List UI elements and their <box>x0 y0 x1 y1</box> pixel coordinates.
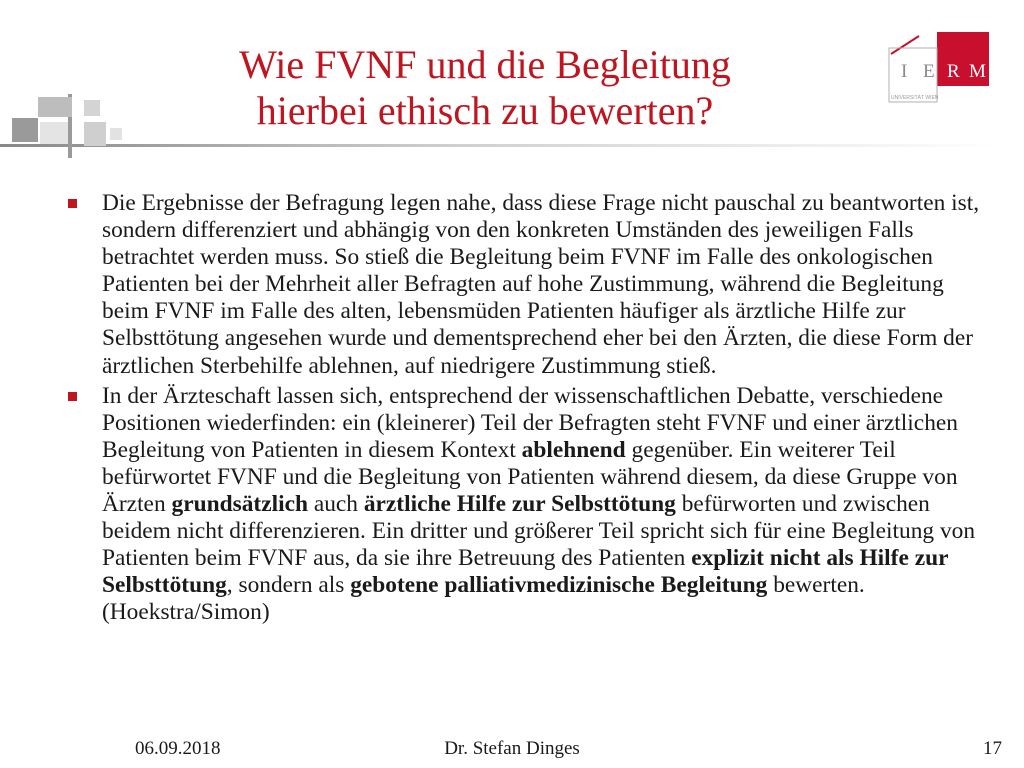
text-segment: bewerten. (Hoekstra/Simon) <box>102 572 865 626</box>
bullet-text-1 <box>102 190 979 379</box>
text-segment: In der Ärzteschaft lassen sich, entsprechend der wissenschaftlichen Debatte, verschiedene Positionen wiederfinden: ein (kleinerer) Teil der Befragten steht FVNF und einer ärztlichen Begleitung von Patienten in diesem Kontext <box>102 382 958 463</box>
bold-text-segment: gebotene palliativmedizinische Begleitung <box>350 572 768 599</box>
logo-subtext: UNIVERSITÄT WIEN <box>891 95 939 101</box>
bullet-item-1 <box>60 190 980 380</box>
logo-letter-i: I <box>901 61 908 82</box>
bullet-item-2 <box>60 383 980 627</box>
logo-letter-m: M <box>969 61 986 82</box>
text-segment: auch <box>307 491 364 518</box>
bold-text-segment: grundsätzlich <box>171 491 308 518</box>
bold-text-segment: ablehnend <box>521 436 626 463</box>
slide-content <box>60 190 980 630</box>
bullet-square-icon <box>68 392 77 401</box>
text-segment: befürworten und zwischen beidem nicht differenzieren. Ein dritter und größerer Teil spricht sich für eine Begleitung von Patienten beim FVNF aus, da sie ihre Betreuung des Patienten <box>102 491 976 572</box>
text-segment: gegenüber. Ein weiterer Teil befürwortet FVNF und die Begleitung von Patienten während diesem, da diese Gruppe von Ärzten <box>102 436 958 518</box>
bullet-text-2 <box>102 383 975 626</box>
text-segment: Die Ergebnisse der Befragung legen nahe, dass diese Frage nicht pauschal zu beantworten ist, sondern differenziert und abhängig von den konkreten Umständen des jeweiligen Falls betrachtet werden muss. So stieß die Begleitung beim FVNF im Falle des onkologischen Patienten bei der Mehrheit aller Befragten auf hohe Zustimmung, während die Begleitung beim FVNF im Falle des alten, lebensmüden Patienten häufiger als ärztliche Hilfe zur Selbsttötung angesehen wurde und dementsprechend eher bei den Ärzten, die diese Form der ärztlichen Sterbehilfe ablehnen, auf niedrigere Zustimmung stieß. <box>102 190 980 379</box>
ierm-logo <box>887 30 989 104</box>
bullet-square-icon <box>68 199 77 208</box>
footer-date: 06.09.2018 <box>135 738 221 759</box>
bold-text-segment: ärztliche Hilfe zur Selbsttötung <box>363 491 676 518</box>
footer-author: Dr. Stefan Dinges <box>444 738 580 759</box>
logo-letter-r: R <box>947 61 960 82</box>
bold-text-segment: explizit nicht als Hilfe zur Selbsttötung <box>102 545 949 599</box>
footer-page-number: 17 <box>983 738 1002 759</box>
text-segment: , sondern als <box>226 572 351 599</box>
title-line-2: hierbei ethisch zu bewerten? <box>256 88 714 133</box>
slide-title <box>200 42 770 134</box>
title-line-1: Wie FVNF und die Begleitung <box>239 42 731 87</box>
logo-letter-e: E <box>923 61 935 82</box>
